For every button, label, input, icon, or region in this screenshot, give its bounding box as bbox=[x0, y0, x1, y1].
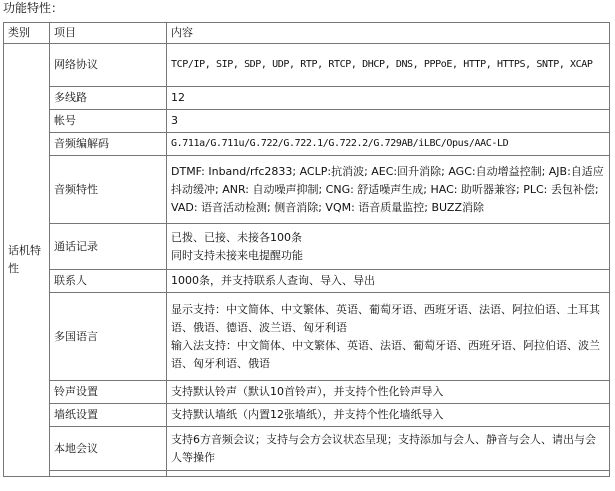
row-content: TCP/IP, SIP, SDP, UDP, RTP, RTCP, DHCP, DNS, PPPoE, HTTP, HTTPS, SNTP, XCAP bbox=[167, 44, 610, 87]
row-item: 多国语言 bbox=[50, 293, 167, 381]
header-content: 内容 bbox=[167, 23, 610, 44]
table-row bbox=[4, 224, 610, 270]
table-row bbox=[4, 44, 610, 87]
row-content: 支持6方音频会议；支持与会方会议状态呈现；支持添加与会人、静音与会人、请出与会人等操作 bbox=[167, 427, 610, 471]
row-item: 多线路 bbox=[50, 87, 167, 110]
row-item bbox=[50, 471, 167, 477]
table-header-row bbox=[4, 23, 610, 44]
row-item: 网络协议 bbox=[50, 44, 167, 87]
table-row bbox=[4, 110, 610, 133]
row-item: 通话记录 bbox=[50, 224, 167, 270]
row-item: 墙纸设置 bbox=[50, 404, 167, 427]
row-content: 支持默认铃声（默认10首铃声），并支持个性化铃声导入 bbox=[167, 381, 610, 404]
row-content bbox=[167, 471, 610, 477]
table-row-cut bbox=[4, 471, 610, 477]
row-item: 帐号 bbox=[50, 110, 167, 133]
table-row bbox=[4, 87, 610, 110]
row-item: 联系人 bbox=[50, 270, 167, 293]
table-row bbox=[4, 293, 610, 381]
row-item: 铃声设置 bbox=[50, 381, 167, 404]
row-content bbox=[167, 224, 610, 270]
header-category: 类别 bbox=[4, 23, 50, 44]
table-row bbox=[4, 133, 610, 156]
row-content bbox=[167, 293, 610, 381]
page-heading: 功能特性： bbox=[3, 1, 64, 15]
content-line: 显示支持：中文简体、中文繁体、英语、葡萄牙语、西班牙语、法语、阿拉伯语、土耳其语、俄语、德语、波兰语、匈牙利语 bbox=[171, 302, 600, 334]
row-content: G.711a/G.711u/G.722/G.722.1/G.722.2/G.729AB/iLBC/Opus/AAC-LD bbox=[167, 133, 610, 156]
content-line: 同时支持未接来电提醒功能 bbox=[171, 248, 303, 262]
row-content: 1000条，并支持联系人查询、导入、导出 bbox=[167, 270, 610, 293]
content-line: 已拨、已接、未接各100条 bbox=[171, 230, 302, 244]
content-line: 输入法支持：中文简体、中文繁体、英语、法语、葡萄牙语、西班牙语、阿拉伯语、波兰语、匈牙利语、俄语 bbox=[171, 338, 600, 370]
row-item: 本地会议 bbox=[50, 427, 167, 471]
table-row bbox=[4, 404, 610, 427]
header-item: 项目 bbox=[50, 23, 167, 44]
category-cell: 话机特性 bbox=[4, 44, 50, 477]
row-content: DTMF: Inband/rfc2833; ACLP:抗消波; AEC:回升消除; AGC:自动增益控制; AJB:自适应抖动缓冲; ANR: 自动噪声抑制; CNG: 舒适噪声生成; HAC: 助听器兼容; PLC: 丢包补偿; VAD: 语音活动检测; 侧音消除; VQM: 语音质量监控; BUZZ消除 bbox=[167, 156, 610, 224]
row-item: 音频编解码 bbox=[50, 133, 167, 156]
table-row bbox=[4, 270, 610, 293]
row-content: 3 bbox=[167, 110, 610, 133]
row-item: 音频特性 bbox=[50, 156, 167, 224]
feature-table bbox=[3, 22, 610, 477]
row-content: 12 bbox=[167, 87, 610, 110]
table-row bbox=[4, 156, 610, 224]
table-row bbox=[4, 427, 610, 471]
row-content: 支持默认墙纸（内置12张墙纸），并支持个性化墙纸导入 bbox=[167, 404, 610, 427]
table-row bbox=[4, 381, 610, 404]
